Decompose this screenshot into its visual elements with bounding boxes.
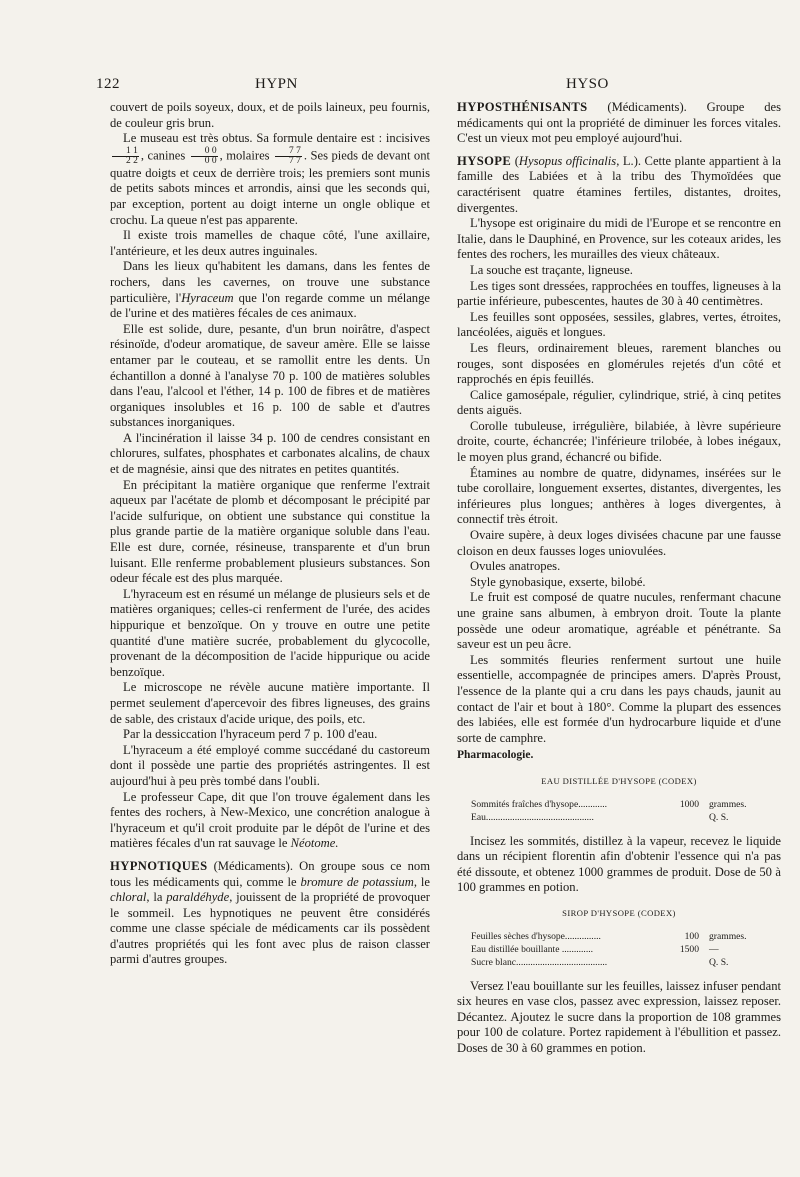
paragraph: Le professeur Cape, dit que l'on trouve également dans les fentes des rochers, à New-Mexico, une concrétion analogue à l'hyraceum et qu'il croit produite par le dépôt de l'urine et des matières fécales d'un rat sauvage le Néotome. <box>110 789 430 851</box>
paragraph: Ovules anatropes. <box>470 559 561 574</box>
paragraph: Les tiges sont dressées, rapprochées en touffes, ligneuses à la partie inférieure, pubescentes, hautes de 30 à 40 centimètres. <box>457 278 781 309</box>
paragraph: Corolle tubuleuse, irrégulière, bilabiée, à lèvre supérieure droite, courte, échancrée; l'inférieure trilobée, à lobes inégaux, le moyen plus grand, échancré ou bifide. <box>457 418 781 465</box>
ingredient: Feuilles sèches d'hysope............... <box>471 930 601 942</box>
ingredient: Eau............................................. <box>471 811 594 823</box>
dental-formula-paragraph: Le museau est très obtus. Sa formule dentaire est : incisives $\frac{1 1}{2 2}$ , canines $\frac{0 0}{0 0}$ , molaires $\frac{7 7}{7 7}$ . Ses pieds de devant ont quatre doigts et ceux de derrière trois; les premiers sont munis de petits sabots minces et arrondis, ainsi que les seconds qui, par exception, portent au doigt interne un ongle oblique et crochu. La queue n'est pas apparente. <box>110 131 430 227</box>
paragraph: En précipitant la matière organique que renferme l'extrait aqueux par l'acétate de plomb et décomposant le précipité par l'acide sulfurique, on obtient une substance qui constitue la plus grande partie de la matière organique soluble dans l'eau. Elle est dure, cornée, résineuse, transparente et d'un brun luisant. Elle renferme probablement plusieurs substances. Son odeur fécale est des plus marquée. <box>110 477 430 586</box>
paragraph: Dans les lieux qu'habitent les damans, dans les fentes de rochers, dans les cavernes, on trouve une substance particulière, l'Hyraceum que l'on regarde comme un mélange de l'urine et des matières fécales de ces animaux. <box>110 259 430 321</box>
recipe-title: EAU DISTILLÉE D'HYSOPE (CODEX) <box>541 775 697 786</box>
paragraph: A l'incinération il laisse 34 p. 100 de cendres consistant en chlorures, sulfates, phosphates et carbonates alcalins, de chaux et de magnésie, ainsi que des nitrates en petites quantités. <box>110 430 430 477</box>
paragraph: Versez l'eau bouillante sur les feuilles, laissez infuser pendant six heures en vase clos, passez avec expression, laissez reposer. Décantez. Ajoutez le sucre dans la proportion de 108 grammes pour 100 de colature. Portez rapidement à l'ébullition et passez. Doses de 30 à 60 grammes en potion. <box>457 978 781 1055</box>
paragraph: Le fruit est composé de quatre nucules, renfermant chacune une graine sans albumen, à embryon droit. Toute la plante possède une odeur aromatique, agréable et pénétrante. Sa saveur est un peu âcre. <box>457 590 781 652</box>
paragraph: Style gynobasique, exserte, bilobé. <box>470 574 646 589</box>
entry-hysope: HYSOPE (Hysopus officinalis, L.). Cette plante appartient à la famille des Labiées et à la tribu des Thymoïdées que caractérisent quatre étamines fertiles, distantes, droites, divergentes. <box>457 153 782 215</box>
entry-hypnotiques: HYPNOTIQUES (Médicaments). On groupe sous ce nom tous les médicaments qui, comme le bromure de potassium, le chloral, la paraldéhyde, jouissent de la propriété de provoquer le sommeil. Les hypnotiques ne peuvent être considérés comme une classe spéciale de médicaments car ils possèdent d'autres propriétés qui les font avec plus de raison classer parmi d'autres groupes. <box>110 858 430 967</box>
page-number: 122 <box>96 76 120 92</box>
ingredient: Eau distillée bouillante ............. <box>471 943 594 955</box>
quantity <box>639 811 703 824</box>
paragraph: Les fleurs, ordinairement bleues, rarement blanches ou rouges, sont disposées en glomérules rejetés d'un côté et rapprochés en épis feuillés. <box>457 340 781 387</box>
unit: — <box>709 943 719 955</box>
quantity: 1500 <box>679 943 699 955</box>
incisors-fraction: $\frac{1 1}{2 2}$ <box>112 147 139 166</box>
paragraph: Étamines au nombre de quatre, didynames, insérées sur le tube corollaire, longuement exsertes, distantes, divergentes, les inférieures plus longues; anthères à loges divergentes, à connectif très étroit. <box>457 465 781 527</box>
recipe-row <box>471 956 771 969</box>
paragraph: Ovaire supère, à deux loges divisées chacune par une fausse cloison en deux fausses loges uniovulées. <box>457 528 781 558</box>
recipe-table <box>471 798 771 824</box>
unit: Q. S. <box>709 811 729 823</box>
left-column <box>110 100 430 968</box>
running-head-left: HYPN <box>255 76 298 92</box>
paragraph: Il existe trois mamelles de chaque côté, l'une axillaire, l'antérieure, et les deux autres inguinales. <box>110 228 430 258</box>
recipe-row <box>471 798 771 811</box>
recipe-row <box>471 811 771 824</box>
entry-hyposthenisants: HYPOSTHÉNISANTS (Médicaments). Groupe des médicaments qui ont la propriété de diminuer les forces vitales. C'est un vieux mot peu employé aujourd'hui. <box>457 100 781 146</box>
paragraph: Les feuilles sont opposées, sessiles, glabres, vertes, étroites, lancéolées, aiguës et longues. <box>457 309 781 340</box>
running-head-right: HYSO <box>566 76 609 92</box>
quantity <box>639 956 703 969</box>
right-column <box>457 100 781 1056</box>
paragraph: L'hyraceum a été employé comme succédané du castoreum dont il possède une partie des propriétés astringentes. Il est aujourd'hui à peu près tombé dans l'oubli. <box>110 742 430 788</box>
recipe-row <box>471 943 771 956</box>
paragraph: couvert de poils soyeux, doux, et de poils laineux, peu fournis, de couleur gris brun. <box>110 100 430 130</box>
canines-fraction: $\frac{0 0}{0 0}$ <box>191 147 218 166</box>
ingredient: Sommités fraîches d'hysope............ <box>471 798 608 810</box>
paragraph: La souche est traçante, ligneuse. <box>470 262 633 277</box>
paragraph: L'hyraceum est en résumé un mélange de plusieurs sels et de matières organiques; celles-ci renferment de l'urée, des acides hippurique et benzoïque. On y trouve en outre une petite quantité d'une matière sucrée, probablement du glycocolle, provenant de la décomposition de l'acide hippurique ou acide benzoïque. <box>110 586 430 679</box>
paragraph: Les sommités fleuries renferment surtout une huile essentielle, accompagnée de principes amers. D'après Proust, l'essence de la plante qui a cru dans les pays chauds, jaunit au contact de l'air et bout à 180°. Comme la plupart des essences des labiées, elle est formée d'un hydrocarbure liquide et d'une sorte de camphre. <box>457 652 781 745</box>
molars-fraction: $\frac{7 7}{7 7}$ <box>275 147 302 166</box>
unit: grammes. <box>709 930 747 942</box>
entry-term: HYPOSTHÉNISANTS <box>457 100 588 114</box>
ingredient: Sucre blanc...................................... <box>471 956 608 968</box>
paragraph: L'hysope est originaire du midi de l'Europe et se rencontre en Italie, dans le Dauphiné, en Provence, sur les coteaux arides, les fentes des rochers, les murailles des vieux châteaux. <box>457 216 781 262</box>
quantity: 1000 <box>679 798 699 810</box>
unit: Q. S. <box>709 956 729 968</box>
paragraph: Incisez les sommités, distillez à la vapeur, recevez le liquide dans un récipient florentin afin d'obtenir l'essence qui n'a pas été dissoute, et obtenez 1000 grammes de produit. Dose de 50 à 100 grammes en potion. <box>457 833 781 895</box>
entry-term: HYSOPE <box>457 153 512 168</box>
paragraph: Calice gamosépale, régulier, cylindrique, strié, à cinq petites dents aiguës. <box>457 387 781 418</box>
paragraph: Elle est solide, dure, pesante, d'un brun noirâtre, d'aspect résinoïde, d'odeur aromatique, de saveur amère. Elle se laisse entamer par le couteau, et se ramollit entre les dents. Un échantillon a donné à l'analyse 70 p. 100 de matières solubles dans l'eau, l'alcool et l'éther, 14 p. 100 de fibres et de matières organiques insolubles et 16 p. 100 de sable et d'autres substances inorganiques. <box>110 321 430 430</box>
entry-term: HYPNOTIQUES <box>110 858 208 873</box>
recipe-row <box>471 930 771 943</box>
recipe-title: SIROP D'HYSOPE (CODEX) <box>562 907 676 918</box>
unit: grammes. <box>709 798 747 810</box>
paragraph: Le microscope ne révèle aucune matière importante. Il permet seulement d'apercevoir des fibres ligneuses, des grains de sable, des cristaux d'acide urique, des poils, etc. <box>110 680 430 726</box>
quantity: 100 <box>684 930 699 942</box>
paragraph: Par la dessiccation l'hyraceum perd 7 p. 100 d'eau. <box>123 727 378 742</box>
pharmacology-heading: Pharmacologie. <box>457 749 534 762</box>
recipe-table <box>471 930 771 969</box>
